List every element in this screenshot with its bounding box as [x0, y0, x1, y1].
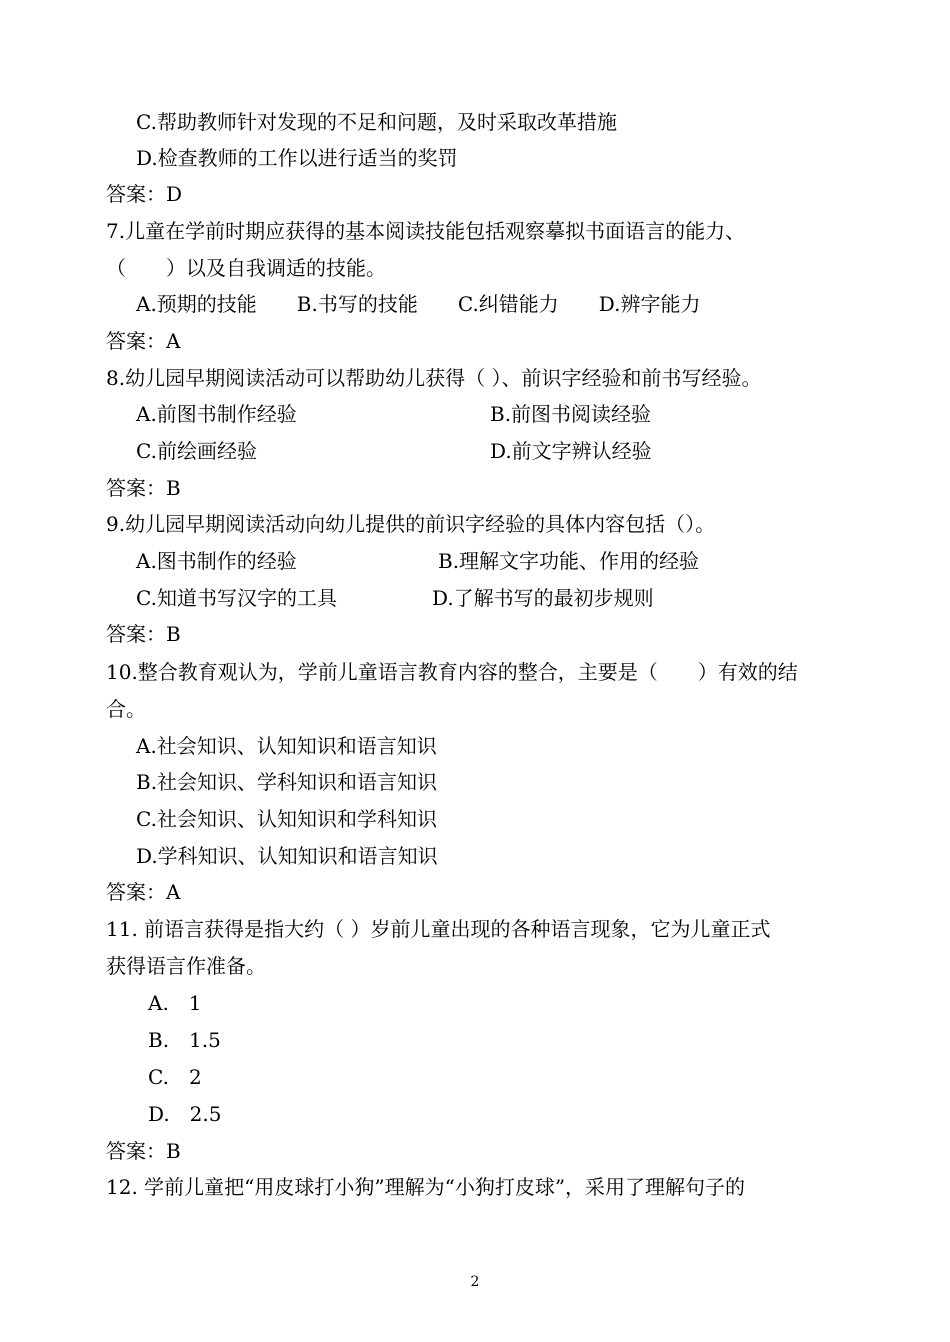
option-8a: A.前图书制作经验	[136, 402, 297, 426]
question-7-line-1: 7.儿童在学前时期应获得的基本阅读技能包括观察摹拟书面语言的能力、	[106, 219, 746, 243]
question-7-line-2: （ ）以及自我调适的技能。	[106, 256, 386, 280]
option-9b: B.理解文字功能、作用的经验	[438, 549, 700, 573]
option-11d: D. 2.5	[148, 1102, 222, 1126]
answer-9: 答案：B	[106, 622, 181, 646]
options-7: A.预期的技能 B.书写的技能 C.纠错能力 D.辨字能力	[136, 292, 701, 316]
option-10b: B.社会知识、学科知识和语言知识	[136, 770, 438, 794]
answer-8: 答案：B	[106, 476, 181, 500]
option-8c: C.前绘画经验	[136, 439, 257, 463]
option-9d: D.了解书写的最初步规则	[432, 586, 654, 610]
option-9c: C.知道书写汉字的工具	[136, 586, 337, 610]
option-6d: D.检查教师的工作以进行适当的奖罚	[136, 146, 458, 170]
answer-11: 答案：B	[106, 1139, 181, 1163]
question-11-line-2: 获得语言作准备。	[106, 954, 266, 978]
option-9a: A.图书制作的经验	[136, 549, 297, 573]
option-10a: A.社会知识、认知知识和语言知识	[136, 734, 437, 758]
question-12-line-1: 12. 学前儿童把“用皮球打小狗”理解为“小狗打皮球”，采用了理解句子的	[106, 1175, 746, 1199]
option-10d: D.学科知识、认知知识和语言知识	[136, 844, 438, 868]
question-8: 8.幼儿园早期阅读活动可以帮助幼儿获得（ ）、前识字经验和前书写经验。	[106, 366, 762, 390]
question-10-line-1: 10.整合教育观认为，学前儿童语言教育内容的整合，主要是（ ）有效的结	[106, 660, 798, 684]
question-9: 9.幼儿园早期阅读活动向幼儿提供的前识字经验的具体内容包括（）。	[106, 512, 716, 536]
option-6c: C.帮助教师针对发现的不足和问题，及时采取改革措施	[136, 110, 617, 134]
option-11a: A. 1	[148, 991, 202, 1015]
option-11b: B. 1.5	[148, 1028, 221, 1052]
option-11c: C. 2	[148, 1065, 202, 1089]
option-10c: C.社会知识、认知知识和学科知识	[136, 807, 437, 831]
question-11-line-1: 11. 前语言获得是指大约（ ）岁前儿童出现的各种语言现象，它为儿童正式	[106, 917, 771, 941]
option-8b: B.前图书阅读经验	[490, 402, 652, 426]
answer-10: 答案：A	[106, 880, 181, 904]
answer-7: 答案：A	[106, 329, 181, 353]
answer-6: 答案：D	[106, 182, 183, 206]
page-number: 2	[470, 1274, 480, 1290]
question-10-line-2: 合。	[106, 697, 146, 721]
option-8d: D.前文字辨认经验	[490, 439, 652, 463]
